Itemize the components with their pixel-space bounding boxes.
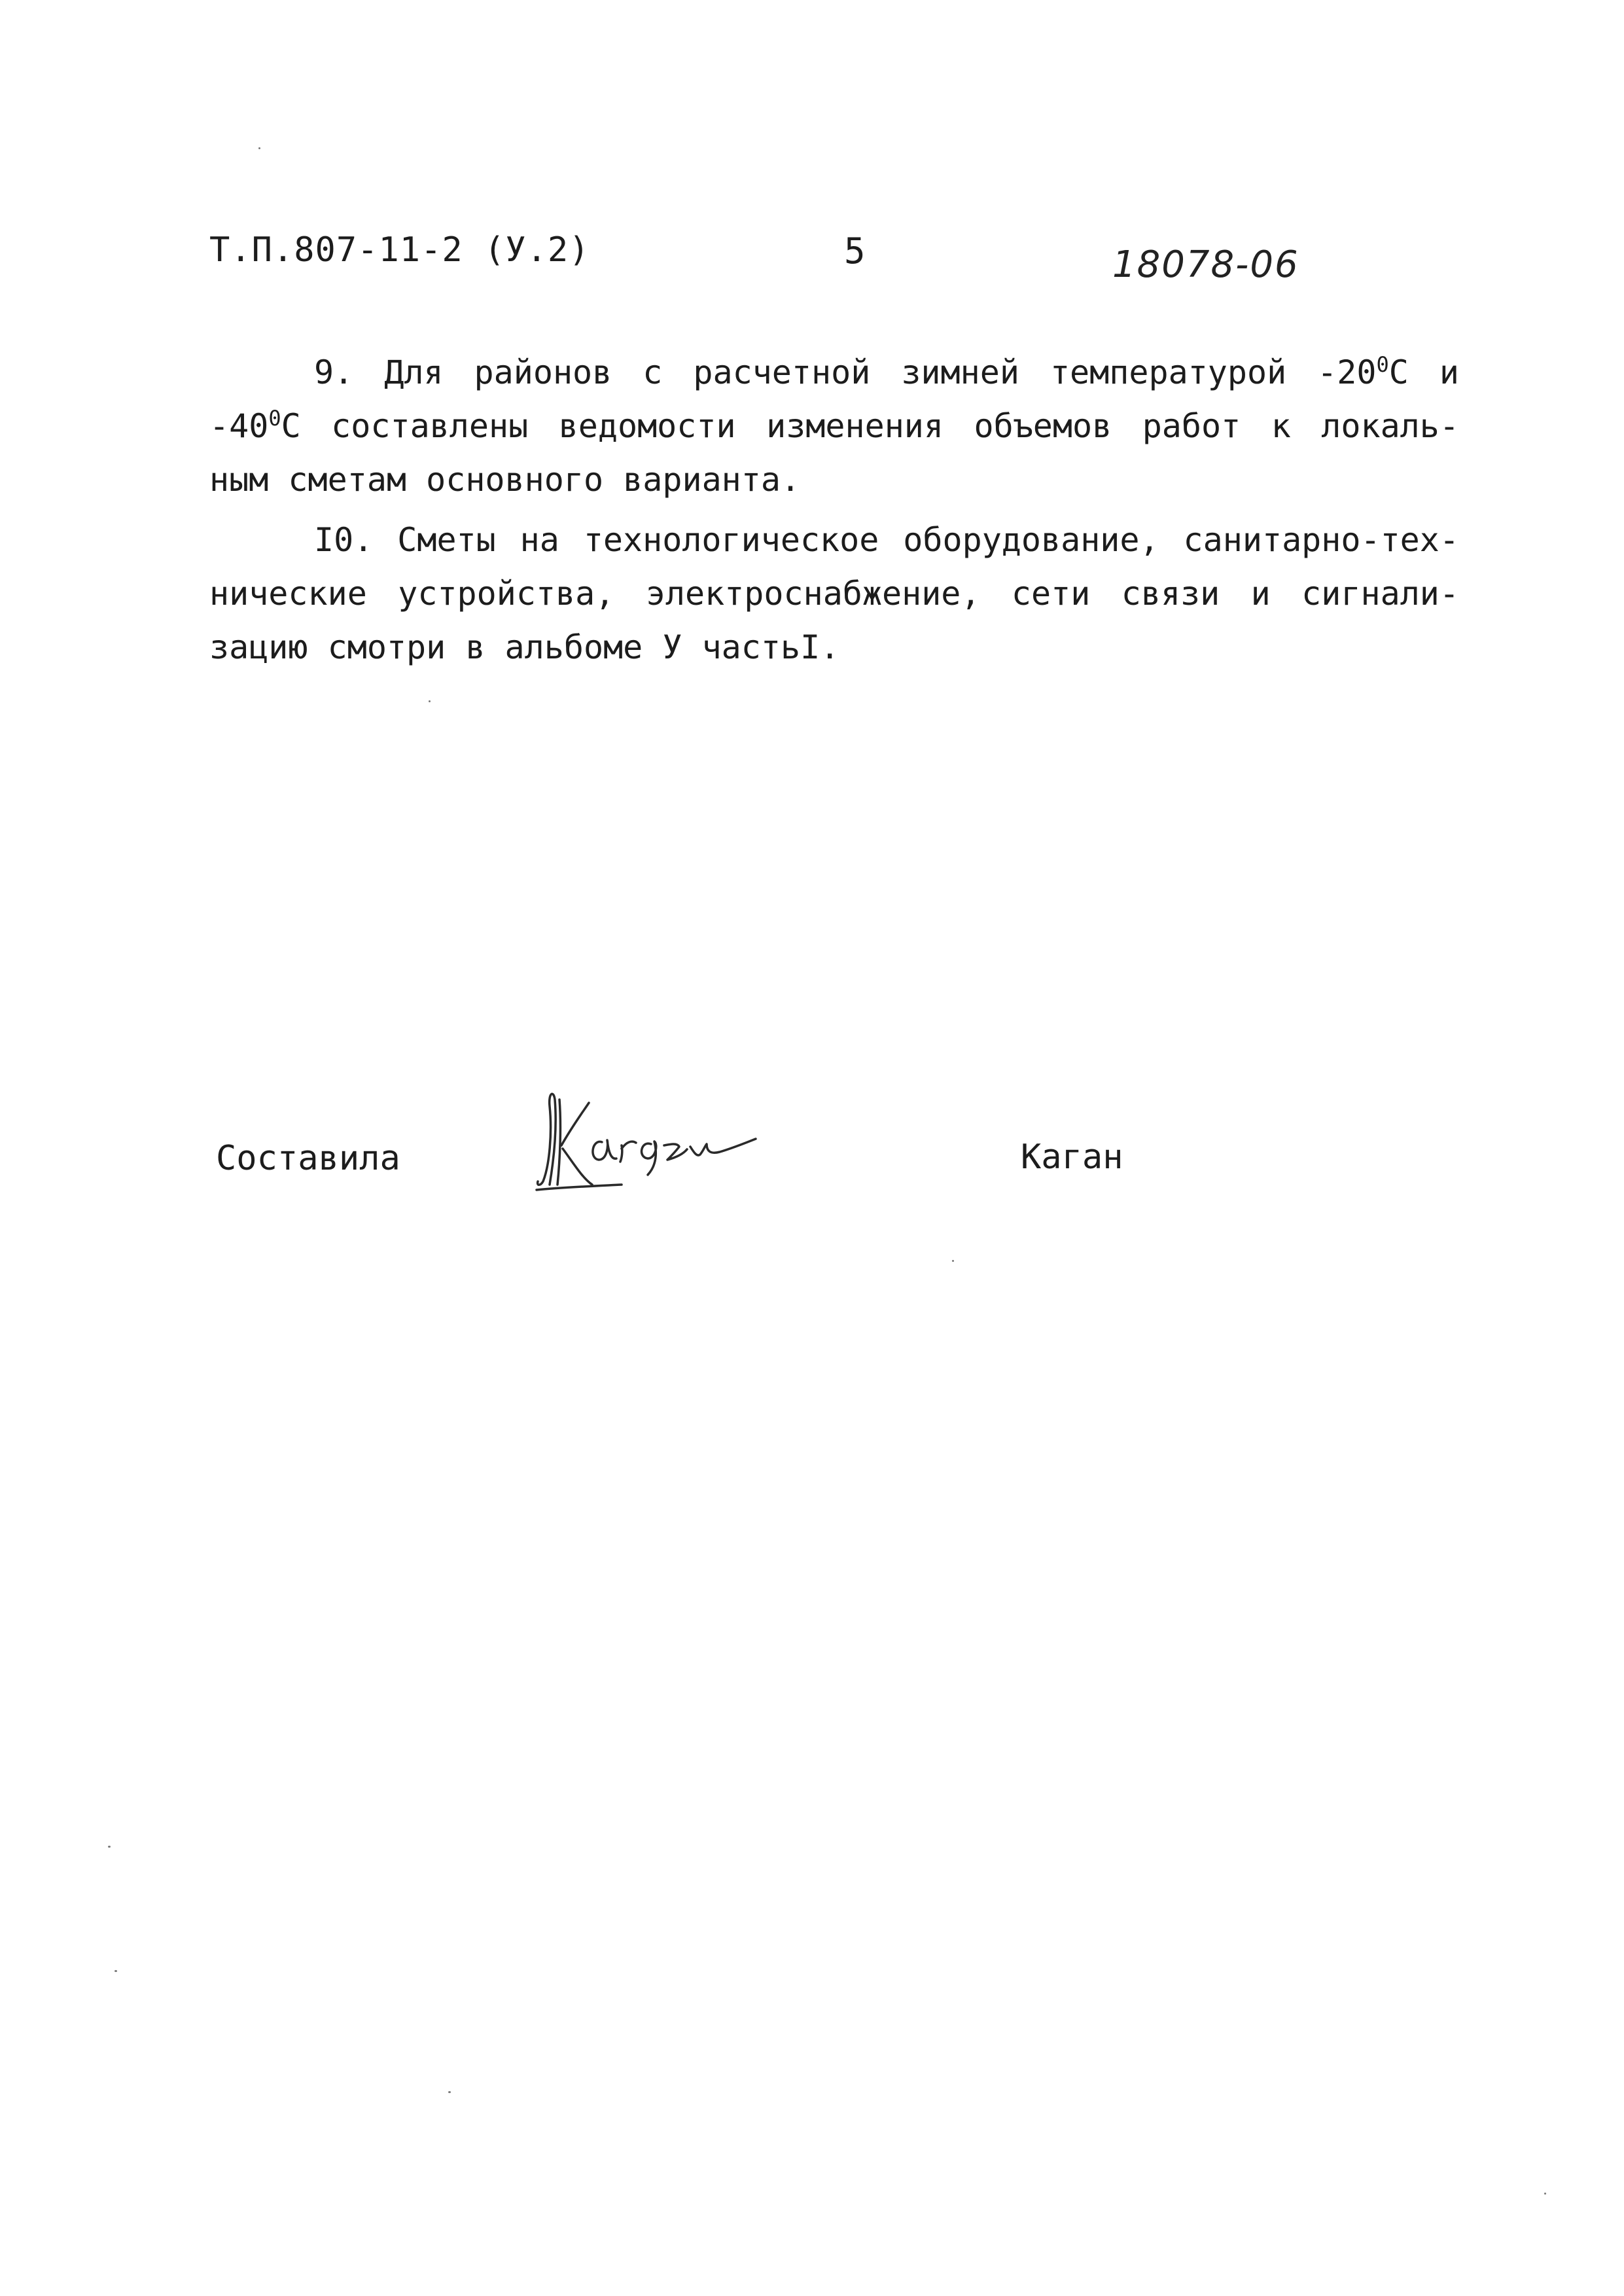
scan-speck — [108, 1846, 111, 1848]
paragraph-9 — [209, 346, 1459, 507]
signer-name: Каган — [1021, 1138, 1123, 1177]
page-number: 5 — [844, 230, 866, 272]
scan-speck — [258, 147, 260, 149]
handwritten-signature — [523, 1086, 759, 1198]
project-code: Т.П.807-11-2 (У.2) — [209, 230, 590, 270]
paragraph-10-line-3: зацию смотри в альбоме У частьI. — [209, 628, 840, 666]
handwritten-document-number: 18078-06 — [1112, 243, 1299, 286]
paragraph-9-line-3: ным сметам основного варианта. — [209, 461, 801, 499]
scan-speck — [115, 1970, 117, 1972]
scan-speck — [1544, 2193, 1546, 2195]
scan-speck — [429, 700, 431, 702]
paragraph-10-line-1: I0. Сметы на технологическое оборудование, санитарно-тех- — [314, 521, 1459, 559]
scan-speck — [448, 2091, 451, 2093]
scan-speck — [952, 1260, 954, 1262]
paragraph-9-line-2: $-40^0С$ составлены ведомости изменения объемов работ к локаль- — [209, 406, 1459, 445]
paragraph-9-line-1: 9. Для районов с расчетной зимней температурой $-20^0С$ и — [314, 352, 1459, 391]
compiled-by-label: Составила — [216, 1139, 400, 1178]
paragraph-10-line-2: нические устройства, электроснабжение, сети связи и сигнали- — [209, 575, 1459, 613]
paragraph-10 — [209, 513, 1459, 674]
